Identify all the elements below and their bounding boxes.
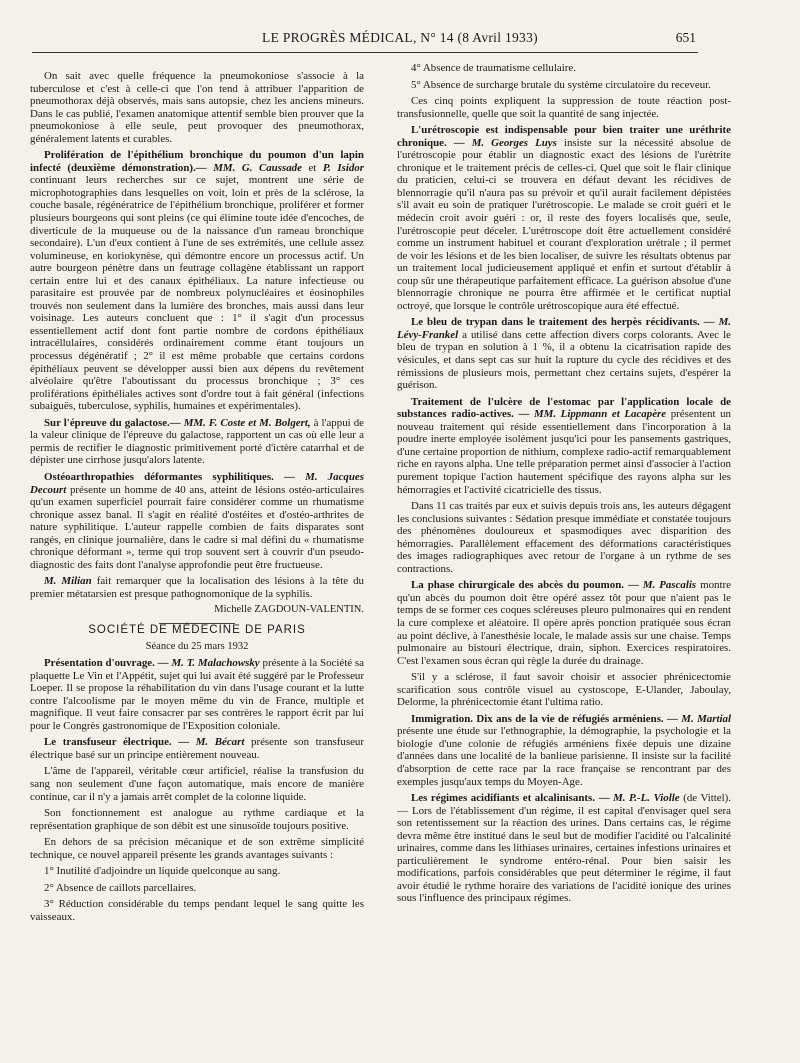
author: M. Lévy-Frankel (397, 316, 731, 341)
remark-milian (30, 575, 364, 600)
author: M. Pascalis (642, 579, 697, 592)
abstract-caussade (30, 149, 364, 412)
journal-title: LE PROGRÈS MÉDICAL, N° 14 (8 Avril 1933) (262, 30, 538, 45)
section-heading: Les régimes acidifiants et alcalinisants. — (411, 792, 610, 805)
abstract-text: fait remarquer que la localisation des lésions à la tête du premier métatarsien est presque pathognomonique de la syphilis. (30, 575, 364, 600)
society-title: SOCIÉTÉ DE MÉDECINE DE PARIS (88, 623, 306, 636)
paragraph: L'âme de l'appareil, véritable cœur artificiel, réalise la transfusion du sang non seulement d'une façon automatique, mais encore de manière continue, car il n'y a jamais arrêt complet de la colonne liquide. (30, 765, 364, 803)
author: M. Jacques Decourt (30, 470, 364, 496)
section-heading: Sur l'épreuve du galactose.— (44, 416, 181, 429)
list-item: 5° Absence de surcharge brutale du système circulatoire du receveur. (411, 78, 711, 91)
paragraph: Dans 11 cas traités par eux et suivis depuis trois ans, les auteurs dégagent les conclusions suivantes : Sédation presque immédiate et constatée toujours des phénomènes douloureux et spasmodiques avec disparition des hémorragies. Parallèlement effacement des déformations caractéristiques des images radiographiques avec retour de l'organe à un rythme de ses contractions. (397, 500, 731, 575)
abstract-luys (397, 124, 731, 312)
section-heading: Immigration. Dix ans de la vie de réfugiés arméniens. — (411, 712, 678, 725)
abstract-text: présente son transfuseur électrique basé sur un principe entièrement nouveau. (30, 736, 364, 761)
section-heading: Traitement de l'ulcère de l'estomac par l'application locale de substances radio-actives. — (397, 395, 731, 421)
abstract-lippmann (397, 396, 731, 496)
section-heading: L'urétroscopie est indispensable pour bien traiter une uréthrite chronique. — (397, 124, 731, 149)
abstract-levy-frankel (397, 316, 731, 391)
paragraph: En dehors de sa précision mécanique et de son extrême simplicité technique, ce nouvel appareil présente les grands avantages suivants : (30, 836, 364, 861)
author: M. T. Malachowsky (171, 657, 260, 670)
section-heading: Le transfuseur électrique. — (44, 736, 190, 749)
section-heading: Présentation d'ouvrage. — (44, 657, 169, 670)
author: MM. F. Coste et M. Bolgert, (183, 416, 311, 429)
abstract-malachowsky (30, 657, 364, 732)
abstract-text: montre qu'un abcès du poumon doit être opéré assez tôt pour que n'aient pas le temps de se former ces coques scléreuses pleuro pulmonaires qui en rendent la cure complexe et aléatoire. Il opère après ponction pratiquée sous écran au point déclive, à l'anesthésie locale, le malade assis sur une chaise. Temps pulmonaire au bistouri électrique, drain, siphon. Exercices respiratoires. C'est l'examen sous écran qui règle la durée du drainage. (397, 579, 731, 667)
abstract-martial (397, 713, 731, 788)
conjunction: et (308, 161, 317, 174)
signature: Michelle ZAGDOUN-VALENTIN. (214, 604, 364, 616)
author: MM. Lippmann et Lacapère (533, 408, 667, 421)
section-heading: Le bleu de trypan dans le traitement des herpès récidivants. — (411, 316, 715, 329)
abstract-text: insiste sur la nécessité absolue de l'urétroscopie pour établir un diagnostic exact des lésions de l'urètrite chronique et le traitement précis de celles-ci. Quel que soit le flair clinique du praticien, celui-ci se trouvera en défaut devant les récidives de blennorragie qu'il n'aura pas su prévoir et qu'il aurait facilement dépistées s'il avait eu soin de pratiquer l'urétroscopie. Le malade se croit guéri et le médecin croit avoir guéri : or, il reste des foyers localisés que, seule, l'urétroscopie peut déceler. L'urétroscope doit être actuellement considéré comme un instrument habituel et courant d'exploration urétrale ; il permet de voir les lésions et de les bien localiser, de suivre les résultats obtenus par un traitement local judicieusement appliqué et enfin et surtout d'établir à coup sûr une thérapeutique parfaitement efficace. La guérison absolue d'une blennorragie chronique ne pourra être affirmée et le certificat nuptial octroyé, que lorsque le contrôle urétroscopique aura été effectué. (397, 136, 731, 312)
author: P. Isidor (322, 161, 364, 174)
abstract-text: présente à la Société sa plaquette Le Vin et l'Appétit, sujet qui lui avait été suggéré par le Professeur Loeper. Il se propose la réhabilitation du vin dans l'usage courant et la lutte contre l'alcoolisme par le moyen même du vin de France, multiple et magnifique. Il veut faire consacrer par ses contrères le rapport écrit par lui pour le Congrès gastronomique de l'Exposition coloniale. (30, 657, 364, 732)
abstract-pascalis (397, 579, 731, 667)
section-heading: La phase chirurgicale des abcès du poumon. — (411, 579, 639, 592)
section-heading: Ostéoarthropathies déformantes syphilitiques. — (44, 470, 295, 483)
author: M. Bécart (195, 736, 245, 749)
paragraph: On sait avec quelle fréquence la pneumokoniose s'associe à la tuberculose et c'est à celle-ci que l'on tend à attribuer l'apparition de pneumothorax déjà observés, mais sans autopsie, chez les anciens mineurs. Dans le cas publié, l'examen anatomique attentif semble bien prouver que la pneumokoniose à elle seule, peut provoquer des pneumothorax, généralement latents et curables. (30, 70, 364, 145)
paragraph: Son fonctionnement est analogue au rythme cardiaque et la représentation graphique de son débit est une sinusoïde toujours positive. (30, 807, 364, 832)
list-item: 3° Réduction considérable du temps pendant lequel le sang quitte les vaisseaux. (30, 898, 364, 923)
list-item: 2° Absence de caillots parcellaires. (44, 881, 197, 894)
section-heading: Prolifération de l'épithélium bronchique du poumon d'un lapin infecté (deuxième démonstration).— (30, 149, 364, 174)
author: MM. G. Caussade (213, 161, 302, 174)
paragraph: S'il y a sclérose, il faut savoir choisir et associer phrénicectomie scarification sous contrôle visuel au cystoscope, E-Ulander, Jaboulay, Delorme, la phrénicectomie étant l'ultima ratio. (397, 671, 731, 709)
abstract-text: a utilisé dans cette affection divers corps colorants. Avec le bleu de trypan en solution à 1 %, il a obtenu la cicatrisation rapide des vésicules, et dans sept cas sur huit la rupture du cycle des récidives et des rémissions de plusieurs mois, permettant chez certains sujets, d'espérer la guérison. (397, 328, 731, 392)
abstract-coste (30, 417, 364, 467)
abstract-becart (30, 736, 364, 761)
author: M. Martial (681, 712, 731, 725)
abstract-text: (de Vittel). — Lors de l'établissement d'un régime, il est capital d'envisager quel sera son retentissement sur la réaction des urines. Dans certains cas, le régime devra même être institué dans le seul but de modifier l'acidité ou l'alcalinité urinaires, comme dans les lithiases urinaires, certaines infestions urinaires et particulièrement le syndrome entéro-rénal. Pour bien saisir les modifications, parfois considérables que peut déterminer le régime, il faut avoir étudié le rythme horaire des variations de l'acidité ionique des urines sous l'influence des principaux régimes. (397, 792, 731, 905)
page-number: 651 (675, 30, 696, 45)
abstract-text: à l'appui de la valeur clinique de l'épreuve du galactose, rapportent un cas où elle leur a permis de rectifier le diagnostic primitivement porté d'ictère catarrhal et de dépister une cirrhose jusqu'alors latente. (30, 416, 364, 467)
list-item: 1° Inutilité d'adjoindre un liquide quelconque au sang. (44, 865, 281, 878)
left-column (30, 62, 364, 927)
right-column (397, 62, 731, 909)
session-date: Séance du 25 mars 1932 (145, 640, 249, 652)
author: M. Georges Luys (471, 136, 557, 149)
abstract-decourt (30, 471, 364, 571)
abstract-text: présentent un nouveau traitement qui réside essentiellement dans l'incorporation à la poudre inerte employée isolément jusqu'ici pour les pansements gastriques, d'une certaine proportion de nithium, complexe radio-actif remarquablement riche en rayons alpha. Une telle préparation permet ainsi d'associer à l'action purement topique l'action hautement spécifique des rayons alpha sur les hémorragies et l'activité cicatricielle des tissus. (397, 408, 731, 496)
abstract-text: présente une étude sur l'ethnographie, la démographie, la psychologie et la biologie d'une colonie de réfugiés arméniens fixée depuis une dizaine d'années dans une localité de la banlieue parisienne. Il insiste sur la facilité d'absorption de cette race par la race française se rencontrant par des exemples jusqu'aux temps du Moyen-Age. (397, 725, 731, 788)
author: M. P.-L. Violle (613, 792, 680, 805)
abstract-text: continuant leurs recherches sur ce sujet, montrent une série de microphotographies dans lesquelles on voit, loin et près de la sclérose, la couche basale, régénératrice de l'épithélium bronchique, proliférer et former plusieurs bourgeons qui sont pleins (ce qui élimine toute idée d'encoches, de diverticule de la muqueuse ou de la naissance d'un rameau bronchique secondaire). L'un d'eux contient à l'une de ses extrémités, une cellule assez volumineuse, en koriokynèse, qui démontre encore un processus actif. Un autre bourgeon pénètre dans un feutrage collagène établissant un rapport certain entre lui et des canaux épithéliaux. La nature infectieuse ou parasitaire est prouvée par de nombreux polynucléaires et éosinophiles trouvés non seulement dans la lumière des bronches, mais aussi dans leur voisinage. Les auteurs concluent que : 1° il s'agit d'un processus essentiellement actif dont font partie nombre de cordons épithéliaux intracéllulaires, considérés ordinairement comme étant toujours un processus dégénératif ; 2° il est même probable que certains cordons épithéliaux peuvent se développer aussi bien aux dépens du revêtement alvéolaire qu'être l'aboutissant du processus bronchique ; 3° ces proliférations épithéliales actives sont d'ordre tout à fait général (infections subaiguës, tuberculose, syphilis, humaines et expérimentales). (30, 174, 364, 413)
abstract-text: présente un homme de 40 ans, atteint de lésions ostéo-articulaires qu'un examen superficiel pourrait faire considérer comme un rhumatisme chronique assez banal. Il s'agit en réalité d'ostéites et d'ostéo-arthrites de nature syphilitique. L'auteur rappelle combien de faits disparates sont rangés, en clinique journalière, dans le cadre si mal défini du « rhumatisme chronique déformant », terme qui trop souvent sert à couvrir d'un pseudo-diagnostic des faits dont l'analyse approfondie peut être fructueuse. (30, 483, 364, 571)
author: M. Milian (44, 575, 92, 588)
abstract-violle (397, 792, 731, 905)
paragraph: Ces cinq points expliquent la suppression de toute réaction post-transfusionnelle, quelle que soit la quantité de sang injectée. (397, 95, 731, 120)
header-rule (32, 52, 698, 53)
list-item: 4° Absence de traumatisme cellulaire. (411, 62, 576, 74)
